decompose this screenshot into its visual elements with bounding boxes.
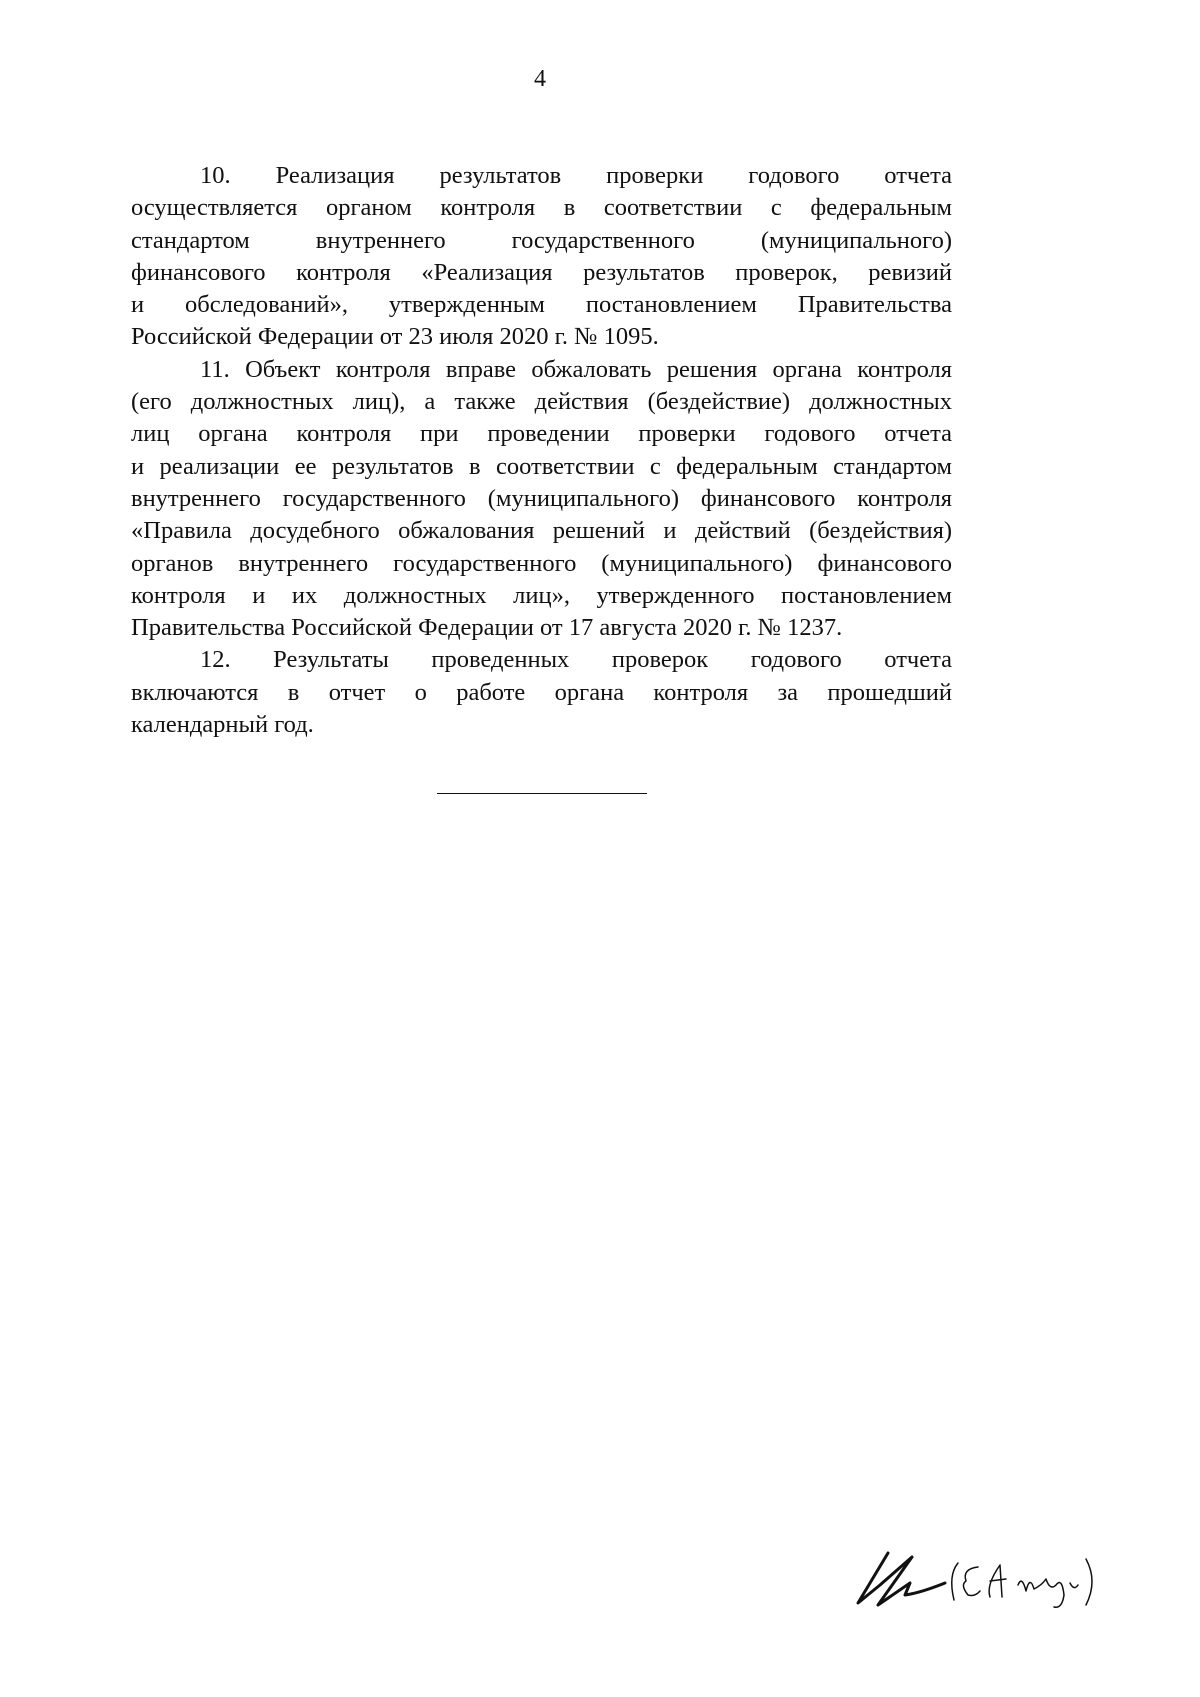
paragraph-10 [131,160,952,354]
text-line: и реализации ее результатов в соответствии с федеральным стандартом [131,452,952,480]
text-line: органов внутреннего государственного (муниципального) финансового [131,549,952,577]
text-line: (его должностных лиц), а также действия (бездействие) должностных [131,388,952,416]
text-line: финансового контроля «Реализация результатов проверок, ревизий [131,258,952,286]
text-line: календарный год. [131,711,314,739]
document-body [131,160,952,741]
text-line: внутреннего государственного (муниципального) финансового контроля [131,484,952,512]
paragraph-11 [131,354,952,645]
text-line: 11. Объект контроля вправе обжаловать решения органа контроля [200,355,952,383]
text-line: стандартом внутреннего государственного (муниципального) [131,226,952,254]
text-line: 12. Результаты проведенных проверок годового отчета [200,646,952,674]
text-line: включаются в отчет о работе органа контроля за прошедший [131,678,952,706]
text-line: Правительства Российской Федерации от 17 августа 2020 г. № 1237. [131,614,843,642]
text-line: лиц органа контроля при проведении проверки годового отчета [131,420,952,448]
text-line: «Правила досудебного обжалования решений и действий (бездействия) [131,517,952,545]
text-line: контроля и их должностных лиц», утвержденного постановлением [131,581,952,609]
page-number: 4 [534,66,546,92]
text-line: осуществляется органом контроля в соответствии с федеральным [131,194,952,222]
text-line: Российской Федерации от 23 июля 2020 г. № 1095. [131,323,659,351]
end-rule [437,793,647,794]
text-line: и обследований», утвержденным постановлением Правительства [131,291,952,319]
text-line: 10. Реализация результатов проверки годового отчета [200,162,952,189]
paragraph-12 [131,644,952,741]
signature-image [850,1545,1100,1625]
